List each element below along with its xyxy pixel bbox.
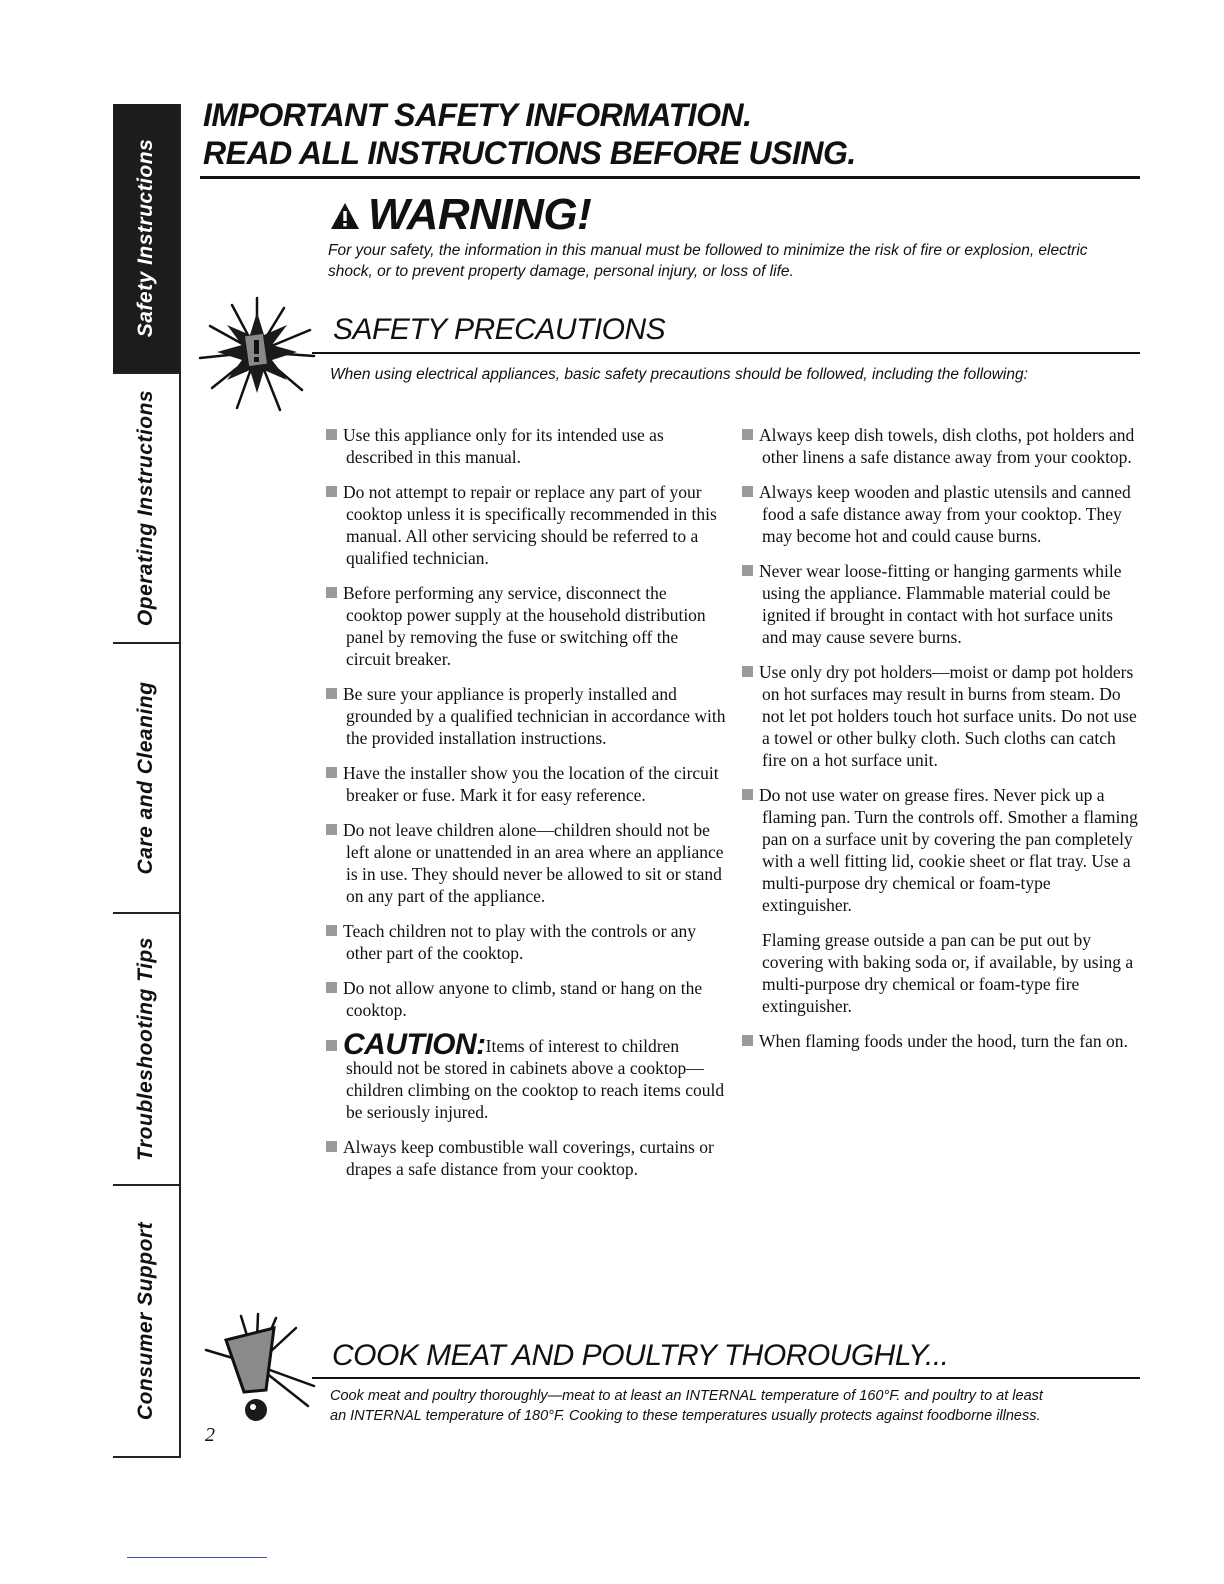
tab-label: Troubleshooting Tips bbox=[134, 937, 157, 1161]
footer-divider bbox=[127, 1557, 267, 1558]
list-item: Always keep dish towels, dish cloths, pot holders and other linens a safe distance away from your cooktop. bbox=[742, 424, 1142, 468]
tab-troubleshooting-tips[interactable] bbox=[113, 914, 179, 1186]
caution-label: CAUTION: bbox=[343, 1028, 486, 1061]
sidebar-tabs bbox=[113, 104, 181, 1458]
bullet-icon bbox=[742, 789, 753, 800]
warning-title: WARNING! bbox=[368, 190, 592, 239]
tab-label: Operating Instructions bbox=[134, 389, 157, 627]
bullet-icon bbox=[742, 666, 753, 677]
list-item: Do not attempt to repair or replace any part of your cooktop unless it is specifically recommended in this manual. All other servicing should be referred to a qualified technician. bbox=[326, 481, 726, 569]
caution-item bbox=[326, 1028, 726, 1123]
page-number: 2 bbox=[205, 1424, 215, 1446]
list-item: Always keep combustible wall coverings, curtains or drapes a safe distance from your cooktop. bbox=[326, 1136, 726, 1180]
bullet-icon bbox=[326, 982, 337, 993]
list-item: Do not allow anyone to climb, stand or hang on the cooktop. bbox=[326, 977, 726, 1021]
header-title-line1: IMPORTANT SAFETY INFORMATION. bbox=[203, 97, 752, 133]
list-item: Teach children not to play with the controls or any other part of the cooktop. bbox=[326, 920, 726, 964]
list-item: Use this appliance only for its intended use as described in this manual. bbox=[326, 424, 726, 468]
list-item: Do not use water on grease fires. Never pick up a flaming pan. Turn the controls off. Smother a flaming pan on a surface unit by covering the pan completely with a well fitting lid, cookie sheet or flat tray. Use a multi-purpose dry chemical or foam-type extinguisher. bbox=[742, 784, 1142, 916]
page-header bbox=[203, 96, 1139, 172]
warning-heading bbox=[330, 190, 591, 242]
warning-triangle-icon bbox=[330, 192, 360, 242]
header-divider bbox=[200, 176, 1140, 179]
tab-label: Care and Cleaning bbox=[134, 681, 157, 875]
bullet-icon bbox=[742, 565, 753, 576]
list-item: When flaming foods under the hood, turn the fan on. bbox=[742, 1030, 1142, 1052]
bullet-icon bbox=[742, 429, 753, 440]
safety-right-column bbox=[742, 424, 1142, 1065]
safety-divider bbox=[312, 352, 1140, 354]
bullet-icon bbox=[742, 486, 753, 497]
safety-left-column bbox=[326, 424, 726, 1193]
cook-meat-text: Cook meat and poultry thoroughly—meat to at least an INTERNAL temperature of 160°F. and poultry to at least an INTERNAL temperature of 180°F. Cooking to these temperatures usually protects against foodborne illness. bbox=[330, 1388, 1043, 1424]
list-item: Do not leave children alone—children should not be left alone or unattended in an area where an appliance is in use. They should never be allowed to sit or stand on any part of the appliance. bbox=[326, 819, 726, 907]
bullet-icon bbox=[326, 925, 337, 936]
list-item: Never wear loose-fitting or hanging garments while using the appliance. Flammable material could be ignited if brought in contact with hot surface units and may cause severe burns. bbox=[742, 560, 1142, 648]
list-item: Before performing any service, disconnect the cooktop power supply at the household distribution panel by removing the fuse or switching off the circuit breaker. bbox=[326, 582, 726, 670]
bullet-icon bbox=[326, 587, 337, 598]
warning-text: For your safety, the information in this manual must be followed to minimize the risk of fire or explosion, electric shock, or to prevent property damage, personal injury, or loss of life. bbox=[328, 242, 1088, 280]
cook-divider bbox=[312, 1377, 1140, 1379]
header-title-line2: READ ALL INSTRUCTIONS BEFORE USING. bbox=[203, 135, 856, 171]
bullet-icon bbox=[326, 1141, 337, 1152]
bullet-icon bbox=[326, 429, 337, 440]
grease-fire-paragraph: Flaming grease outside a pan can be put out by covering with baking soda or, if available, by using a multi-purpose dry chemical or foam-type fire extinguisher. bbox=[762, 930, 1134, 1016]
bullet-icon bbox=[326, 1040, 337, 1051]
tab-operating-instructions[interactable] bbox=[113, 374, 179, 644]
tab-label: Safety Instructions bbox=[134, 138, 157, 338]
exclamation-burst-icon bbox=[196, 1310, 326, 1435]
tab-label: Consumer Support bbox=[134, 1221, 157, 1421]
bullet-icon bbox=[326, 486, 337, 497]
safety-precautions-title: SAFETY PRECAUTIONS bbox=[333, 313, 666, 346]
list-item: Be sure your appliance is properly installed and grounded by a qualified technician in accordance with the provided installation instructions. bbox=[326, 683, 726, 749]
bullet-icon bbox=[326, 688, 337, 699]
bullet-icon bbox=[326, 824, 337, 835]
bullet-icon bbox=[742, 1035, 753, 1046]
list-item: Use only dry pot holders—moist or damp pot holders on hot surfaces may result in burns from steam. Do not let pot holders touch hot surface units. Do not use a towel or other bulky cloth. Such cloths can catch fire on a hot surface unit. bbox=[742, 661, 1142, 771]
caution-text: Items of interest to children should not be stored in cabinets above a cooktop—children climbing on the cooktop to reach items could be seriously injured. bbox=[346, 1036, 725, 1122]
tab-safety-instructions[interactable] bbox=[113, 104, 179, 374]
tab-care-and-cleaning[interactable] bbox=[113, 644, 179, 914]
list-item: Have the installer show you the location of the circuit breaker or fuse. Mark it for easy reference. bbox=[326, 762, 726, 806]
list-item: Always keep wooden and plastic utensils and canned food a safe distance away from your cooktop. They may become hot and could cause burns. bbox=[742, 481, 1142, 547]
tab-consumer-support[interactable] bbox=[113, 1186, 179, 1456]
cook-meat-title: COOK MEAT AND POULTRY THOROUGHLY... bbox=[332, 1339, 949, 1372]
alert-burst-icon bbox=[192, 290, 322, 425]
bullet-icon bbox=[326, 767, 337, 778]
safety-intro: When using electrical appliances, basic safety precautions should be followed, including the following: bbox=[330, 366, 1028, 383]
